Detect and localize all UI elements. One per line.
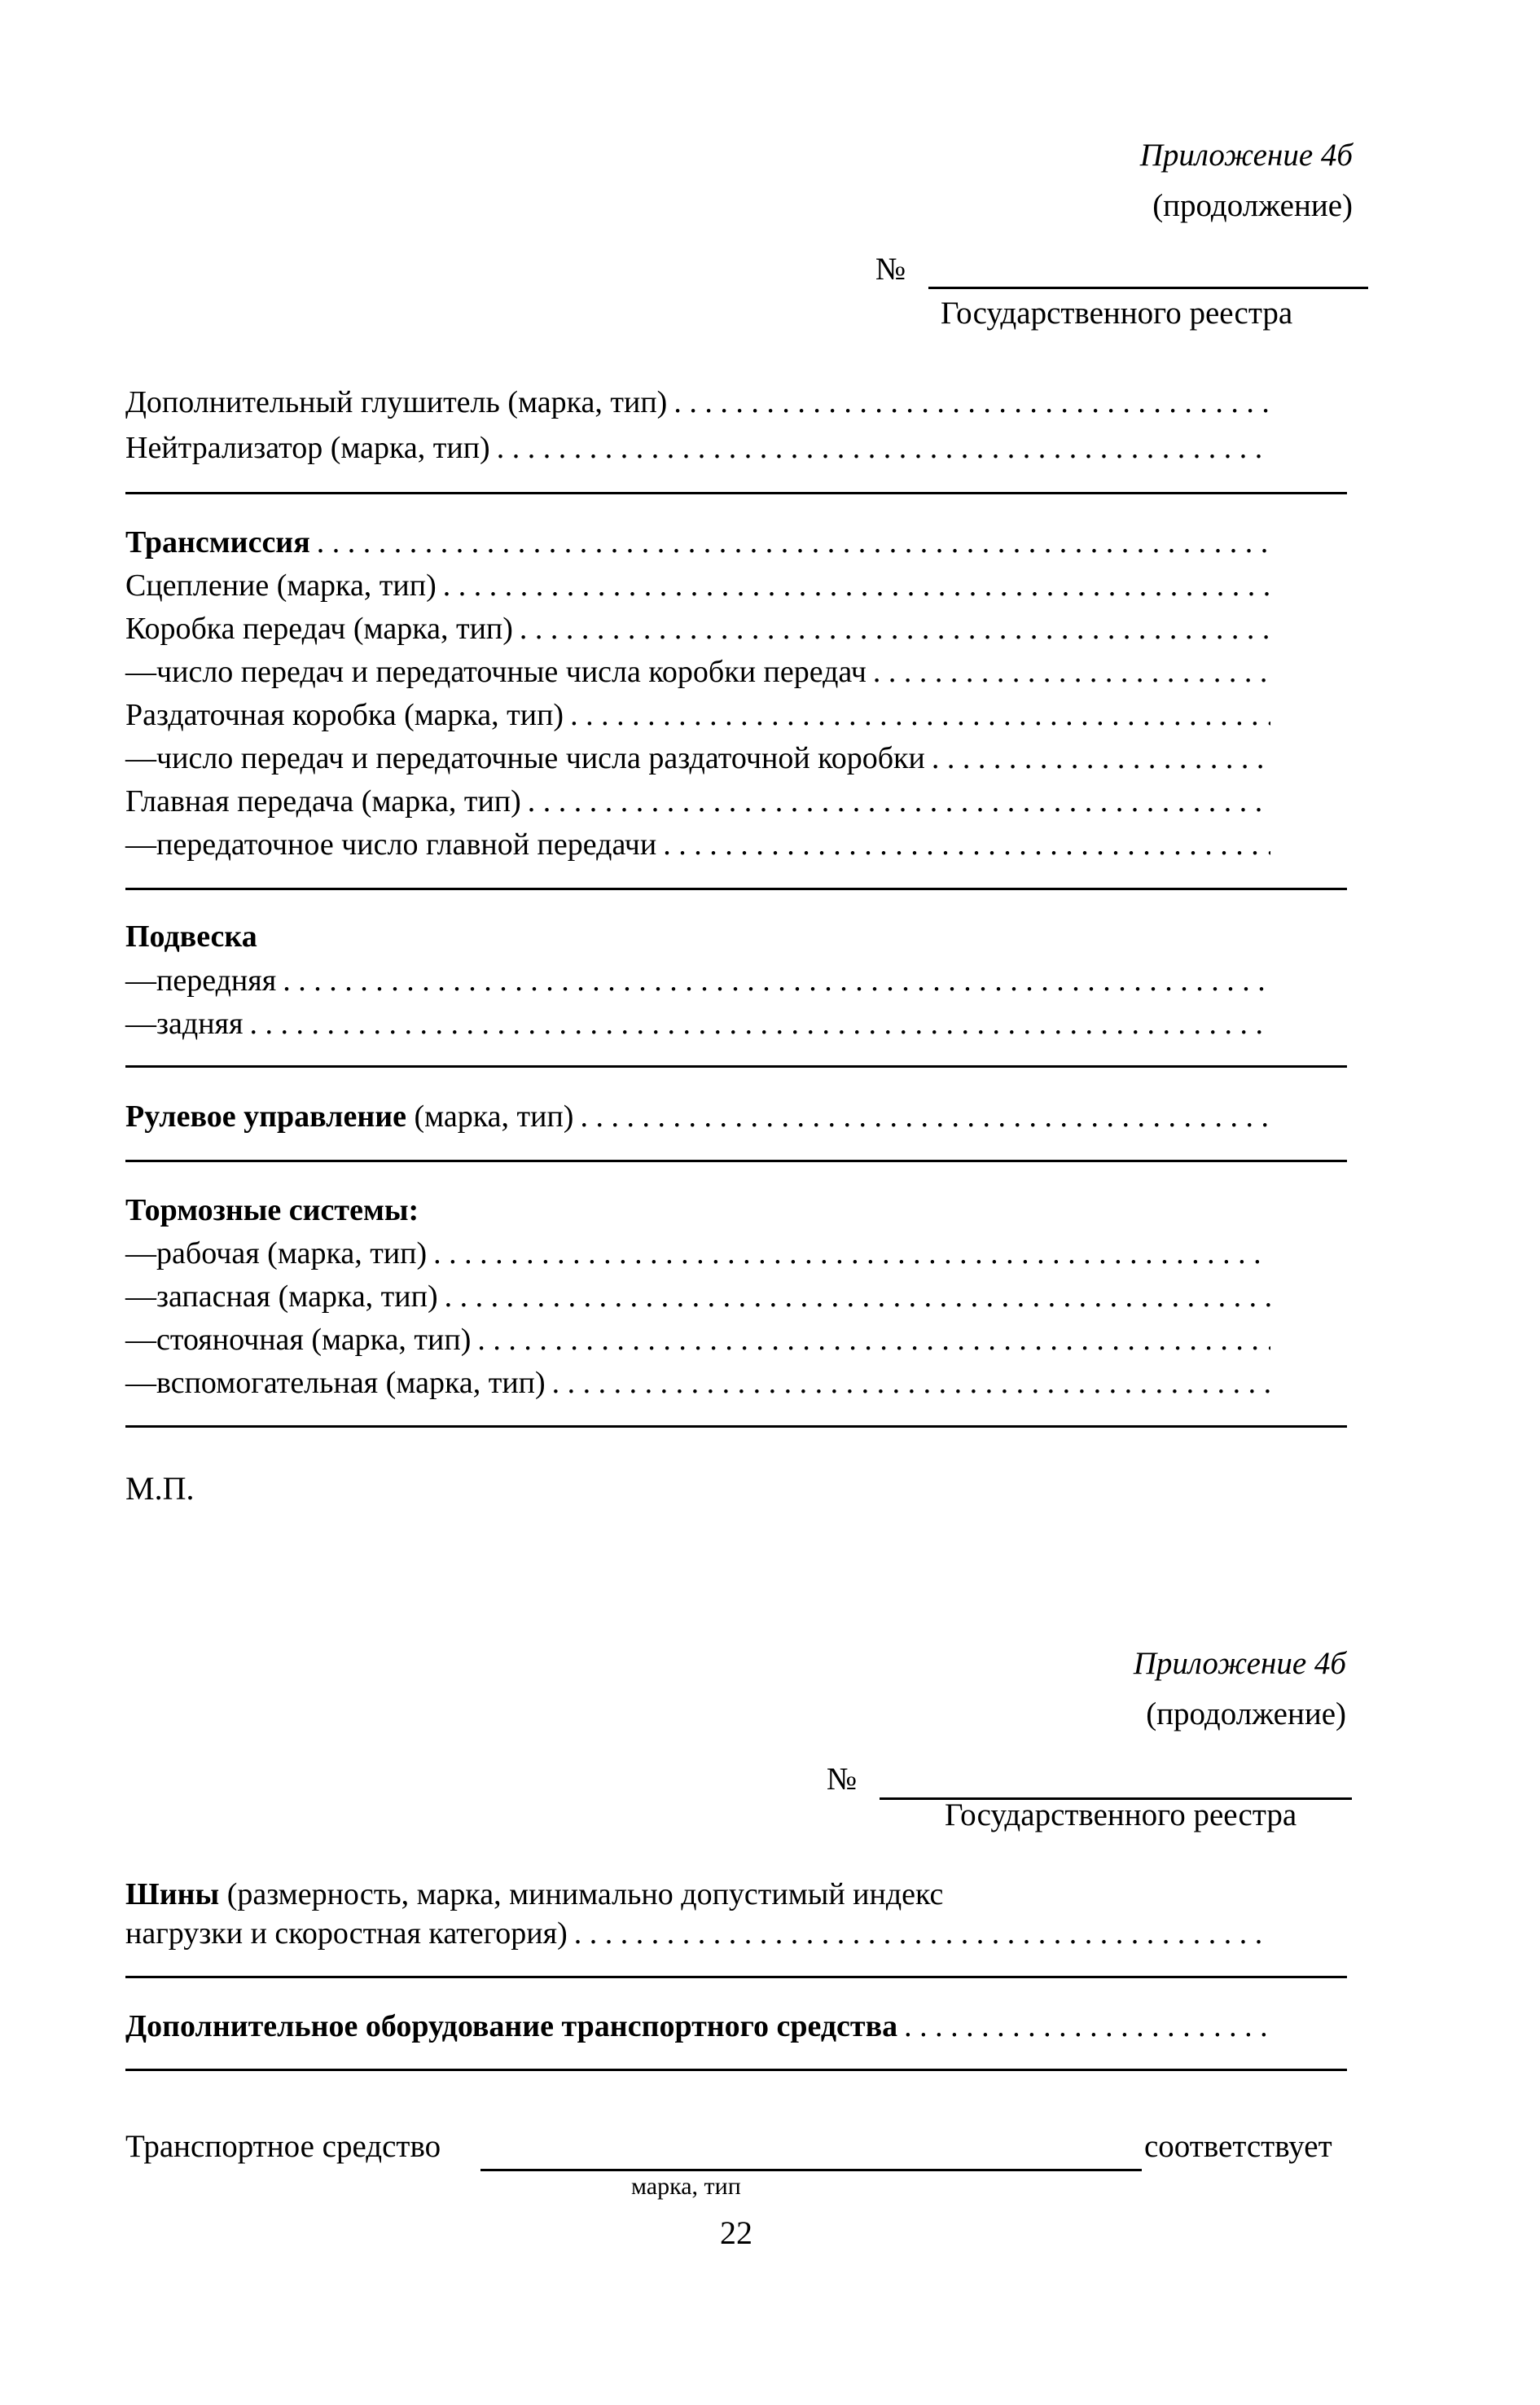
dot-leader	[574, 1912, 1270, 1955]
dot-leader	[520, 608, 1270, 650]
row-label: Коробка передач (марка, тип)	[125, 612, 513, 646]
form-row	[125, 1003, 1270, 1045]
row-label: Дополнительный глушитель (марка, тип)	[125, 385, 668, 419]
form-row	[125, 823, 1270, 866]
section-title-equipment: Дополнительное оборудование транспортного средства	[125, 2009, 898, 2043]
dot-leader	[497, 427, 1270, 469]
dot-leader	[477, 1319, 1270, 1361]
conformity-suffix: соответствует	[1144, 2129, 1332, 2164]
row-label: Сцепление (марка, тип)	[125, 568, 437, 603]
row-label: Главная передача (марка, тип)	[125, 784, 521, 818]
stamp-place: М.П.	[125, 1470, 195, 1507]
dot-leader	[580, 1095, 1270, 1138]
row-label: —запасная (марка, тип)	[125, 1279, 438, 1314]
section-divider	[125, 492, 1347, 494]
section-divider	[125, 1065, 1347, 1068]
form-row	[125, 1319, 1270, 1361]
row-label: —стояночная (марка, тип)	[125, 1323, 472, 1357]
dot-leader	[932, 737, 1270, 779]
form-row	[125, 651, 1270, 693]
dot-leader	[904, 2005, 1270, 2047]
registry-label: Государственного реестра	[945, 1797, 1297, 1832]
row-label: —число передач и передаточные числа раздаточной коробки	[125, 741, 925, 775]
appendix-title: Приложение 4б	[1133, 1646, 1346, 1681]
number-sign: №	[875, 252, 906, 287]
appendix-header-bottom	[1069, 1639, 1346, 1740]
dot-leader	[443, 564, 1270, 607]
appendix-continued: (продолжение)	[1146, 1696, 1346, 1731]
dot-leader	[317, 521, 1270, 564]
form-row	[125, 2005, 1270, 2047]
section-title-transmission: Трансмиссия	[125, 525, 310, 560]
row-label: Нейтрализатор (марка, тип)	[125, 431, 490, 465]
tires-description: (размерность, марка, минимально допустимый индекс	[226, 1877, 944, 1911]
section-divider	[125, 888, 1347, 890]
row-label: —передняя	[125, 963, 277, 998]
row-label: —число передач и передаточные числа коробки передач	[125, 655, 867, 689]
row-label: —вспомогательная (марка, тип)	[125, 1366, 546, 1400]
form-row	[125, 1232, 1270, 1275]
appendix-continued: (продолжение)	[1152, 188, 1353, 223]
form-row	[125, 381, 1270, 424]
registry-label: Государственного реестра	[941, 296, 1293, 331]
form-row	[125, 780, 1270, 823]
row-label: —задняя	[125, 1007, 244, 1041]
form-row	[125, 608, 1270, 650]
dot-leader	[663, 823, 1270, 866]
section-divider	[125, 2069, 1347, 2071]
steering-suffix: (марка, тип)	[414, 1099, 574, 1134]
section-divider	[125, 1976, 1347, 1978]
appendix-title: Приложение 4б	[1139, 138, 1353, 173]
dot-leader	[528, 780, 1270, 823]
form-row	[125, 1362, 1270, 1404]
dot-leader	[433, 1232, 1270, 1275]
dot-leader	[552, 1362, 1270, 1404]
tires-line-1	[125, 1873, 943, 1916]
form-row	[125, 1912, 1270, 1955]
form-row	[125, 1275, 1270, 1318]
appendix-header-top	[1076, 130, 1353, 231]
make-type-blank	[480, 2130, 1142, 2171]
row-label: —рабочая (марка, тип)	[125, 1236, 428, 1271]
form-row	[125, 694, 1270, 736]
page-number: 22	[720, 2214, 752, 2251]
dot-leader	[673, 381, 1270, 424]
section-title-steering: Рулевое управление	[125, 1099, 406, 1134]
section-title-brakes: Тормозные системы:	[125, 1193, 419, 1227]
form-row	[125, 564, 1270, 607]
form-row	[125, 737, 1270, 779]
dot-leader	[873, 651, 1270, 693]
dot-leader	[283, 959, 1270, 1002]
dot-leader	[250, 1003, 1270, 1045]
number-sign: №	[827, 1762, 858, 1797]
registry-number-blank	[928, 244, 1368, 289]
steering-label	[125, 1095, 573, 1138]
section-divider	[125, 1160, 1347, 1162]
form-row	[125, 1095, 1270, 1138]
dot-leader	[445, 1275, 1270, 1318]
section-divider	[125, 1425, 1347, 1428]
dot-leader	[570, 694, 1270, 736]
section-title-tires: Шины	[125, 1877, 220, 1911]
form-row	[125, 959, 1270, 1002]
row-label: Раздаточная коробка (марка, тип)	[125, 698, 564, 732]
row-label: —передаточное число главной передачи	[125, 827, 657, 862]
registry-number-blank	[880, 1755, 1352, 1800]
row-label: нагрузки и скоростная категория)	[125, 1916, 568, 1951]
section-title-suspension: Подвеска	[125, 919, 257, 954]
conformity-prefix: Транспортное средство	[125, 2129, 441, 2164]
form-row	[125, 427, 1270, 469]
make-type-caption: марка, тип	[631, 2173, 741, 2200]
form-row	[125, 521, 1270, 564]
